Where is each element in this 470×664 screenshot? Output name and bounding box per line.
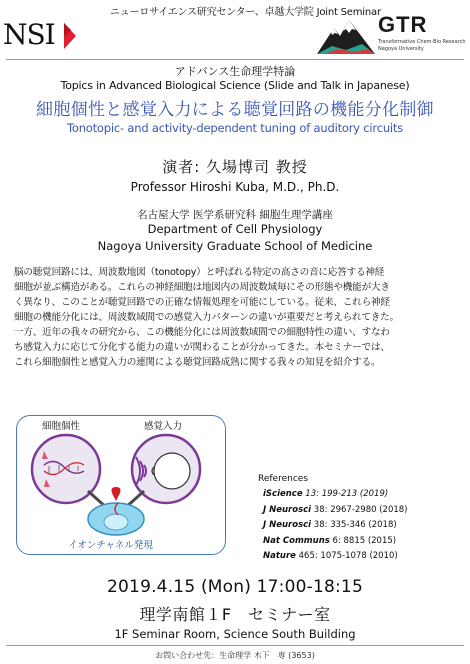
course-name-jp: アドバンス生命理学特論 (174, 65, 296, 78)
seminar-header: ニューロサイエンス研究センター、卓越大学院 Joint Seminar (110, 7, 381, 18)
reference-item: Nat Communs 6: 8815 (2015) (263, 535, 397, 546)
abstract (14, 265, 458, 370)
references-title: References (258, 474, 309, 484)
abstract-line: 一方、近年の我々の研究から、この機能分化には周波数域間での細胞特性の違い、すなわ (14, 327, 390, 338)
references-list (263, 487, 468, 565)
gtr-mountain-icon (316, 16, 376, 56)
abstract-line: 脳の聴覚回路には、周波数地図（tonotopy）と呼ばれる特定の高さの音に応答する神経 (14, 267, 385, 278)
abstract-line: 細胞が並ぶ構造がある。これらの神経細胞は地図内の周波数域毎にその形態や機能が大き (14, 282, 390, 293)
diagram-label-cell-identity: 細胞個性 (42, 421, 81, 432)
talk-title-jp: 細胞個性と感覚入力による聴覚回路の機能分化制御 (36, 100, 434, 120)
diagram-label-ion-channel: イオンチャネル発現 (68, 540, 153, 551)
speaker-name-en: Professor Hiroshi Kuba, M.D., Ph.D. (130, 180, 340, 194)
speaker-name-jp: 演者: 久場博司 教授 (162, 158, 308, 176)
diagram-label-sensory-input: 感覚入力 (144, 421, 183, 432)
ion-channel-icon (112, 487, 121, 501)
concept-diagram (16, 415, 226, 555)
abstract-line: ち感覚入力に応じて分化する能力の違いが関わることが分かってきた。本セミナーでは、 (14, 342, 390, 353)
event-venue-en: 1F Seminar Room, Science South Building (114, 627, 356, 641)
gtr-logo-text: GTR (378, 12, 428, 37)
gtr-logo-university: Nagoya University (378, 46, 424, 52)
reference-item: J Neurosci 38: 2967-2980 (2018) (263, 504, 408, 515)
nsi-logo-mark-icon (62, 21, 78, 51)
gtr-logo (316, 10, 468, 58)
nsi-logo-text: NSI (3, 18, 55, 51)
abstract-line: 細胞の機能分化には、周波数域間での感覚入力パターンの違いが重要だと考えられてきた。 (14, 312, 399, 323)
event-datetime: 2019.4.15 (Mon) 17:00-18:15 (107, 577, 363, 597)
top-divider (6, 59, 464, 60)
contact-info: お問い合わせ先：生命理学 木下 専 (3653) (155, 651, 315, 660)
event-venue-jp: 理学南館１F セミナー室 (139, 605, 331, 624)
affiliation-jp: 名古屋大学 医学系研究科 細胞生理学講座 (137, 209, 333, 221)
abstract-line: く異なり、このことが聴覚回路での正確な情報処理を可能にしている。従来、これら神経 (14, 297, 390, 308)
reference-item: Nature 465: 1075-1078 (2010) (263, 551, 398, 561)
nsi-logo (3, 15, 83, 57)
abstract-line: これら細胞個性と感覚入力の連関による聴覚回路成熟に関する我々の知見を紹介する。 (14, 357, 381, 368)
reference-item: J Neurosci 38: 335-346 (2018) (263, 520, 397, 530)
diagram-graphic (16, 415, 226, 555)
bottom-divider (6, 645, 464, 646)
gtr-logo-subtitle: Transformative Chem-Bio Research (378, 39, 466, 45)
course-name-en: Topics in Advanced Biological Science (Slide and Talk in Japanese) (60, 79, 410, 92)
affiliation-school: Nagoya University Graduate School of Medicine (97, 239, 373, 253)
talk-title-en: Tonotopic- and activity-dependent tuning of auditory circuits (66, 121, 404, 135)
affiliation-department: Department of Cell Physiology (147, 222, 323, 236)
reference-item: iScience 13: 199-213 (2019) (263, 489, 389, 499)
